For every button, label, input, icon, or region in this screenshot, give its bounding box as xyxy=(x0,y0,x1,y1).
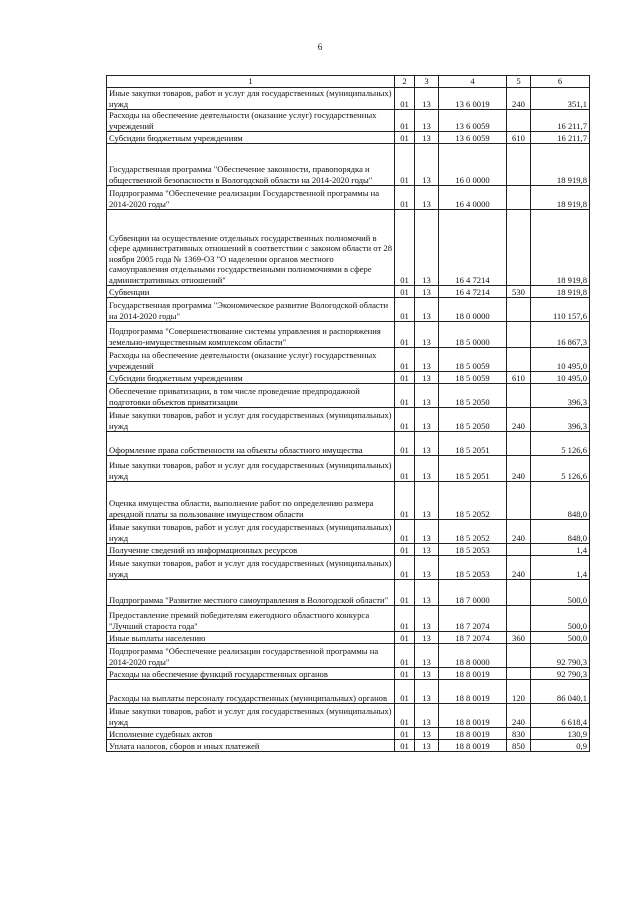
row-name-cell: Иные закупки товаров, работ и услуг для государственных (муниципальных) нужд xyxy=(107,456,395,482)
row-expense-type-cell: 240 xyxy=(507,456,531,482)
row-amount-cell: 500,0 xyxy=(531,606,590,632)
row-target-code-cell: 13 6 0059 xyxy=(439,110,507,132)
table-row xyxy=(107,348,590,372)
row-target-code-cell: 18 7 2074 xyxy=(439,632,507,644)
table-row xyxy=(107,668,590,680)
row-subsection-cell: 13 xyxy=(415,680,439,704)
row-name-cell: Иные закупки товаров, работ и услуг для государственных (муниципальных) нужд xyxy=(107,556,395,580)
row-target-code-cell: 16 0 0000 xyxy=(439,144,507,186)
table-row xyxy=(107,520,590,544)
row-expense-type-cell xyxy=(507,668,531,680)
row-amount-cell: 848,0 xyxy=(531,520,590,544)
row-section-cell: 01 xyxy=(395,384,415,408)
row-subsection-cell: 13 xyxy=(415,298,439,322)
row-expense-type-cell: 530 xyxy=(507,286,531,298)
row-target-code-cell: 13 6 0019 xyxy=(439,88,507,110)
row-amount-cell: 92 790,3 xyxy=(531,644,590,668)
row-target-code-cell: 18 5 2052 xyxy=(439,482,507,520)
row-expense-type-cell xyxy=(507,644,531,668)
row-section-cell: 01 xyxy=(395,740,415,752)
row-amount-cell: 18 919,8 xyxy=(531,210,590,286)
table-row xyxy=(107,210,590,286)
row-amount-cell: 16 211,7 xyxy=(531,110,590,132)
row-target-code-cell: 18 5 0059 xyxy=(439,348,507,372)
table-row xyxy=(107,644,590,668)
row-target-code-cell: 18 5 2051 xyxy=(439,456,507,482)
header-row xyxy=(107,76,590,88)
row-name-cell: Обеспечение приватизации, в том числе проведение предпродажной подготовки объектов приватизации xyxy=(107,384,395,408)
row-section-cell: 01 xyxy=(395,372,415,384)
table-body xyxy=(107,88,590,752)
row-name-cell: Предоставление премий победителям ежегодного областного конкурса "Лучший староста года" xyxy=(107,606,395,632)
row-name-cell: Расходы на обеспечение деятельности (оказание услуг) государственных учреждений xyxy=(107,110,395,132)
row-expense-type-cell: 240 xyxy=(507,88,531,110)
row-name-cell: Субвенции xyxy=(107,286,395,298)
row-subsection-cell: 13 xyxy=(415,384,439,408)
row-section-cell: 01 xyxy=(395,728,415,740)
row-section-cell: 01 xyxy=(395,644,415,668)
row-expense-type-cell: 850 xyxy=(507,740,531,752)
row-section-cell: 01 xyxy=(395,88,415,110)
row-name-cell: Расходы на обеспечение деятельности (оказание услуг) государственных учреждений xyxy=(107,348,395,372)
table-row xyxy=(107,632,590,644)
row-section-cell: 01 xyxy=(395,432,415,456)
row-section-cell: 01 xyxy=(395,680,415,704)
row-target-code-cell: 16 4 0000 xyxy=(439,186,507,210)
table-row xyxy=(107,680,590,704)
row-section-cell: 01 xyxy=(395,132,415,144)
row-subsection-cell: 13 xyxy=(415,704,439,728)
row-subsection-cell: 13 xyxy=(415,286,439,298)
header-cell-4: 4 xyxy=(439,76,507,88)
row-expense-type-cell: 360 xyxy=(507,632,531,644)
row-subsection-cell: 13 xyxy=(415,144,439,186)
row-section-cell: 01 xyxy=(395,704,415,728)
row-subsection-cell: 13 xyxy=(415,432,439,456)
page-number: 6 xyxy=(317,42,323,52)
table-row xyxy=(107,456,590,482)
row-amount-cell: 848,0 xyxy=(531,482,590,520)
row-expense-type-cell xyxy=(507,606,531,632)
row-target-code-cell: 18 0 0000 xyxy=(439,298,507,322)
table-row xyxy=(107,580,590,606)
row-subsection-cell: 13 xyxy=(415,520,439,544)
row-section-cell: 01 xyxy=(395,482,415,520)
row-expense-type-cell xyxy=(507,186,531,210)
row-section-cell: 01 xyxy=(395,520,415,544)
row-section-cell: 01 xyxy=(395,556,415,580)
row-amount-cell: 500,0 xyxy=(531,580,590,606)
row-expense-type-cell: 240 xyxy=(507,408,531,432)
row-amount-cell: 92 790,3 xyxy=(531,668,590,680)
row-expense-type-cell xyxy=(507,210,531,286)
row-amount-cell: 18 919,8 xyxy=(531,144,590,186)
row-name-cell: Государственная программа "Обеспечение законности, правопорядка и общественной безопасности в Вологодской области на 2014-2020 годы" xyxy=(107,144,395,186)
row-expense-type-cell: 240 xyxy=(507,704,531,728)
header-cell-3: 3 xyxy=(415,76,439,88)
row-section-cell: 01 xyxy=(395,544,415,556)
row-expense-type-cell xyxy=(507,432,531,456)
row-name-cell: Субсидии бюджетным учреждениям xyxy=(107,372,395,384)
row-section-cell: 01 xyxy=(395,144,415,186)
row-subsection-cell: 13 xyxy=(415,728,439,740)
table-row xyxy=(107,110,590,132)
row-subsection-cell: 13 xyxy=(415,348,439,372)
row-section-cell: 01 xyxy=(395,580,415,606)
row-target-code-cell: 18 8 0019 xyxy=(439,728,507,740)
row-subsection-cell: 13 xyxy=(415,668,439,680)
row-target-code-cell: 18 5 2052 xyxy=(439,520,507,544)
row-amount-cell: 5 126,6 xyxy=(531,432,590,456)
row-target-code-cell: 18 5 2053 xyxy=(439,556,507,580)
row-section-cell: 01 xyxy=(395,286,415,298)
row-amount-cell: 10 495,0 xyxy=(531,348,590,372)
row-target-code-cell: 18 8 0019 xyxy=(439,704,507,728)
table-row xyxy=(107,132,590,144)
row-amount-cell: 16 211,7 xyxy=(531,132,590,144)
row-amount-cell: 18 919,8 xyxy=(531,186,590,210)
table-row xyxy=(107,432,590,456)
row-subsection-cell: 13 xyxy=(415,186,439,210)
row-expense-type-cell: 610 xyxy=(507,132,531,144)
row-target-code-cell: 18 5 2050 xyxy=(439,384,507,408)
table-row xyxy=(107,298,590,322)
row-subsection-cell: 13 xyxy=(415,110,439,132)
row-name-cell: Иные выплаты населению xyxy=(107,632,395,644)
row-section-cell: 01 xyxy=(395,210,415,286)
row-target-code-cell: 13 6 0059 xyxy=(439,132,507,144)
header-cell-6: 6 xyxy=(531,76,590,88)
table-row xyxy=(107,482,590,520)
row-name-cell: Оформление права собственности на объекты областного имущества xyxy=(107,432,395,456)
table-row xyxy=(107,606,590,632)
row-name-cell: Иные закупки товаров, работ и услуг для государственных (муниципальных) нужд xyxy=(107,408,395,432)
header-cell-2: 2 xyxy=(395,76,415,88)
row-subsection-cell: 13 xyxy=(415,408,439,432)
row-section-cell: 01 xyxy=(395,348,415,372)
row-name-cell: Подпрограмма "Обеспечение реализации государственной программы на 2014-2020 годы" xyxy=(107,644,395,668)
row-expense-type-cell xyxy=(507,348,531,372)
row-name-cell: Подпрограмма "Развитие местного самоуправления в Вологодской области" xyxy=(107,580,395,606)
row-subsection-cell: 13 xyxy=(415,606,439,632)
header-cell-1: 1 xyxy=(107,76,395,88)
table-row xyxy=(107,144,590,186)
table-row xyxy=(107,408,590,432)
row-name-cell: Подпрограмма "Обеспечение реализации Государственной программы на 2014-2020 годы" xyxy=(107,186,395,210)
row-amount-cell: 110 157,6 xyxy=(531,298,590,322)
row-target-code-cell: 18 8 0000 xyxy=(439,644,507,668)
row-expense-type-cell xyxy=(507,384,531,408)
row-expense-type-cell: 240 xyxy=(507,520,531,544)
table-row xyxy=(107,88,590,110)
row-subsection-cell: 13 xyxy=(415,556,439,580)
row-target-code-cell: 18 5 2050 xyxy=(439,408,507,432)
row-name-cell: Исполнение судебных актов xyxy=(107,728,395,740)
row-section-cell: 01 xyxy=(395,298,415,322)
row-subsection-cell: 13 xyxy=(415,544,439,556)
row-name-cell: Расходы на обеспечение функций государственных органов xyxy=(107,668,395,680)
row-section-cell: 01 xyxy=(395,456,415,482)
row-amount-cell: 1,4 xyxy=(531,556,590,580)
row-subsection-cell: 13 xyxy=(415,322,439,348)
row-name-cell: Подпрограмма "Совершенствование системы управления и распоряжения земельно-имущественным комплексом области" xyxy=(107,322,395,348)
row-expense-type-cell xyxy=(507,110,531,132)
row-target-code-cell: 16 4 7214 xyxy=(439,286,507,298)
table-row xyxy=(107,556,590,580)
row-target-code-cell: 18 5 0000 xyxy=(439,322,507,348)
table-row xyxy=(107,286,590,298)
row-expense-type-cell xyxy=(507,482,531,520)
budget-table xyxy=(106,75,590,752)
row-expense-type-cell: 120 xyxy=(507,680,531,704)
row-subsection-cell: 13 xyxy=(415,482,439,520)
row-name-cell: Субвенции на осуществление отдельных государственных полномочий в сфере административных отношений в соответствии с законом области от 28 ноября 2005 года № 1369-ОЗ "О наделении органов местного самоуправления отдельными государственными полномочиями в сфере административных отношений" xyxy=(107,210,395,286)
table-row xyxy=(107,372,590,384)
table-row xyxy=(107,740,590,752)
table-row xyxy=(107,186,590,210)
row-target-code-cell: 18 8 0019 xyxy=(439,680,507,704)
row-subsection-cell: 13 xyxy=(415,644,439,668)
row-section-cell: 01 xyxy=(395,606,415,632)
table-row xyxy=(107,384,590,408)
row-subsection-cell: 13 xyxy=(415,632,439,644)
row-target-code-cell: 16 4 7214 xyxy=(439,210,507,286)
row-expense-type-cell: 830 xyxy=(507,728,531,740)
row-subsection-cell: 13 xyxy=(415,210,439,286)
row-amount-cell: 18 919,8 xyxy=(531,286,590,298)
row-section-cell: 01 xyxy=(395,322,415,348)
row-name-cell: Расходы на выплаты персоналу государственных (муниципальных) органов xyxy=(107,680,395,704)
row-subsection-cell: 13 xyxy=(415,580,439,606)
row-target-code-cell: 18 7 2074 xyxy=(439,606,507,632)
row-amount-cell: 500,0 xyxy=(531,632,590,644)
table-row xyxy=(107,704,590,728)
row-section-cell: 01 xyxy=(395,668,415,680)
row-amount-cell: 6 618,4 xyxy=(531,704,590,728)
row-subsection-cell: 13 xyxy=(415,372,439,384)
row-name-cell: Субсидии бюджетным учреждениям xyxy=(107,132,395,144)
row-target-code-cell: 18 5 2051 xyxy=(439,432,507,456)
row-target-code-cell: 18 5 2053 xyxy=(439,544,507,556)
row-section-cell: 01 xyxy=(395,186,415,210)
row-name-cell: Иные закупки товаров, работ и услуг для государственных (муниципальных) нужд xyxy=(107,704,395,728)
row-subsection-cell: 13 xyxy=(415,740,439,752)
row-amount-cell: 5 126,6 xyxy=(531,456,590,482)
row-amount-cell: 1,4 xyxy=(531,544,590,556)
row-subsection-cell: 13 xyxy=(415,88,439,110)
row-name-cell: Иные закупки товаров, работ и услуг для государственных (муниципальных) нужд xyxy=(107,88,395,110)
row-amount-cell: 86 040,1 xyxy=(531,680,590,704)
row-amount-cell: 16 867,3 xyxy=(531,322,590,348)
row-name-cell: Уплата налогов, сборов и иных платежей xyxy=(107,740,395,752)
row-section-cell: 01 xyxy=(395,632,415,644)
row-expense-type-cell xyxy=(507,322,531,348)
row-target-code-cell: 18 8 0019 xyxy=(439,668,507,680)
row-subsection-cell: 13 xyxy=(415,456,439,482)
row-name-cell: Получение сведений из информационных ресурсов xyxy=(107,544,395,556)
row-amount-cell: 130,9 xyxy=(531,728,590,740)
row-expense-type-cell xyxy=(507,144,531,186)
row-name-cell: Государственная программа "Экономическое развитие Вологодской области на 2014-2020 годы" xyxy=(107,298,395,322)
row-expense-type-cell xyxy=(507,580,531,606)
row-amount-cell: 396,3 xyxy=(531,384,590,408)
row-expense-type-cell: 610 xyxy=(507,372,531,384)
row-target-code-cell: 18 5 0059 xyxy=(439,372,507,384)
row-amount-cell: 10 495,0 xyxy=(531,372,590,384)
row-expense-type-cell xyxy=(507,298,531,322)
row-name-cell: Оценка имущества области, выполнение работ по определению размера арендной платы за пользование имуществом области xyxy=(107,482,395,520)
table-row xyxy=(107,728,590,740)
row-section-cell: 01 xyxy=(395,110,415,132)
row-section-cell: 01 xyxy=(395,408,415,432)
row-target-code-cell: 18 7 0000 xyxy=(439,580,507,606)
header-cell-5: 5 xyxy=(507,76,531,88)
table-row xyxy=(107,322,590,348)
row-name-cell: Иные закупки товаров, работ и услуг для государственных (муниципальных) нужд xyxy=(107,520,395,544)
table-row xyxy=(107,544,590,556)
row-expense-type-cell xyxy=(507,544,531,556)
row-amount-cell: 396,3 xyxy=(531,408,590,432)
row-expense-type-cell: 240 xyxy=(507,556,531,580)
row-subsection-cell: 13 xyxy=(415,132,439,144)
row-amount-cell: 0,9 xyxy=(531,740,590,752)
row-target-code-cell: 18 8 0019 xyxy=(439,740,507,752)
row-amount-cell: 351,1 xyxy=(531,88,590,110)
